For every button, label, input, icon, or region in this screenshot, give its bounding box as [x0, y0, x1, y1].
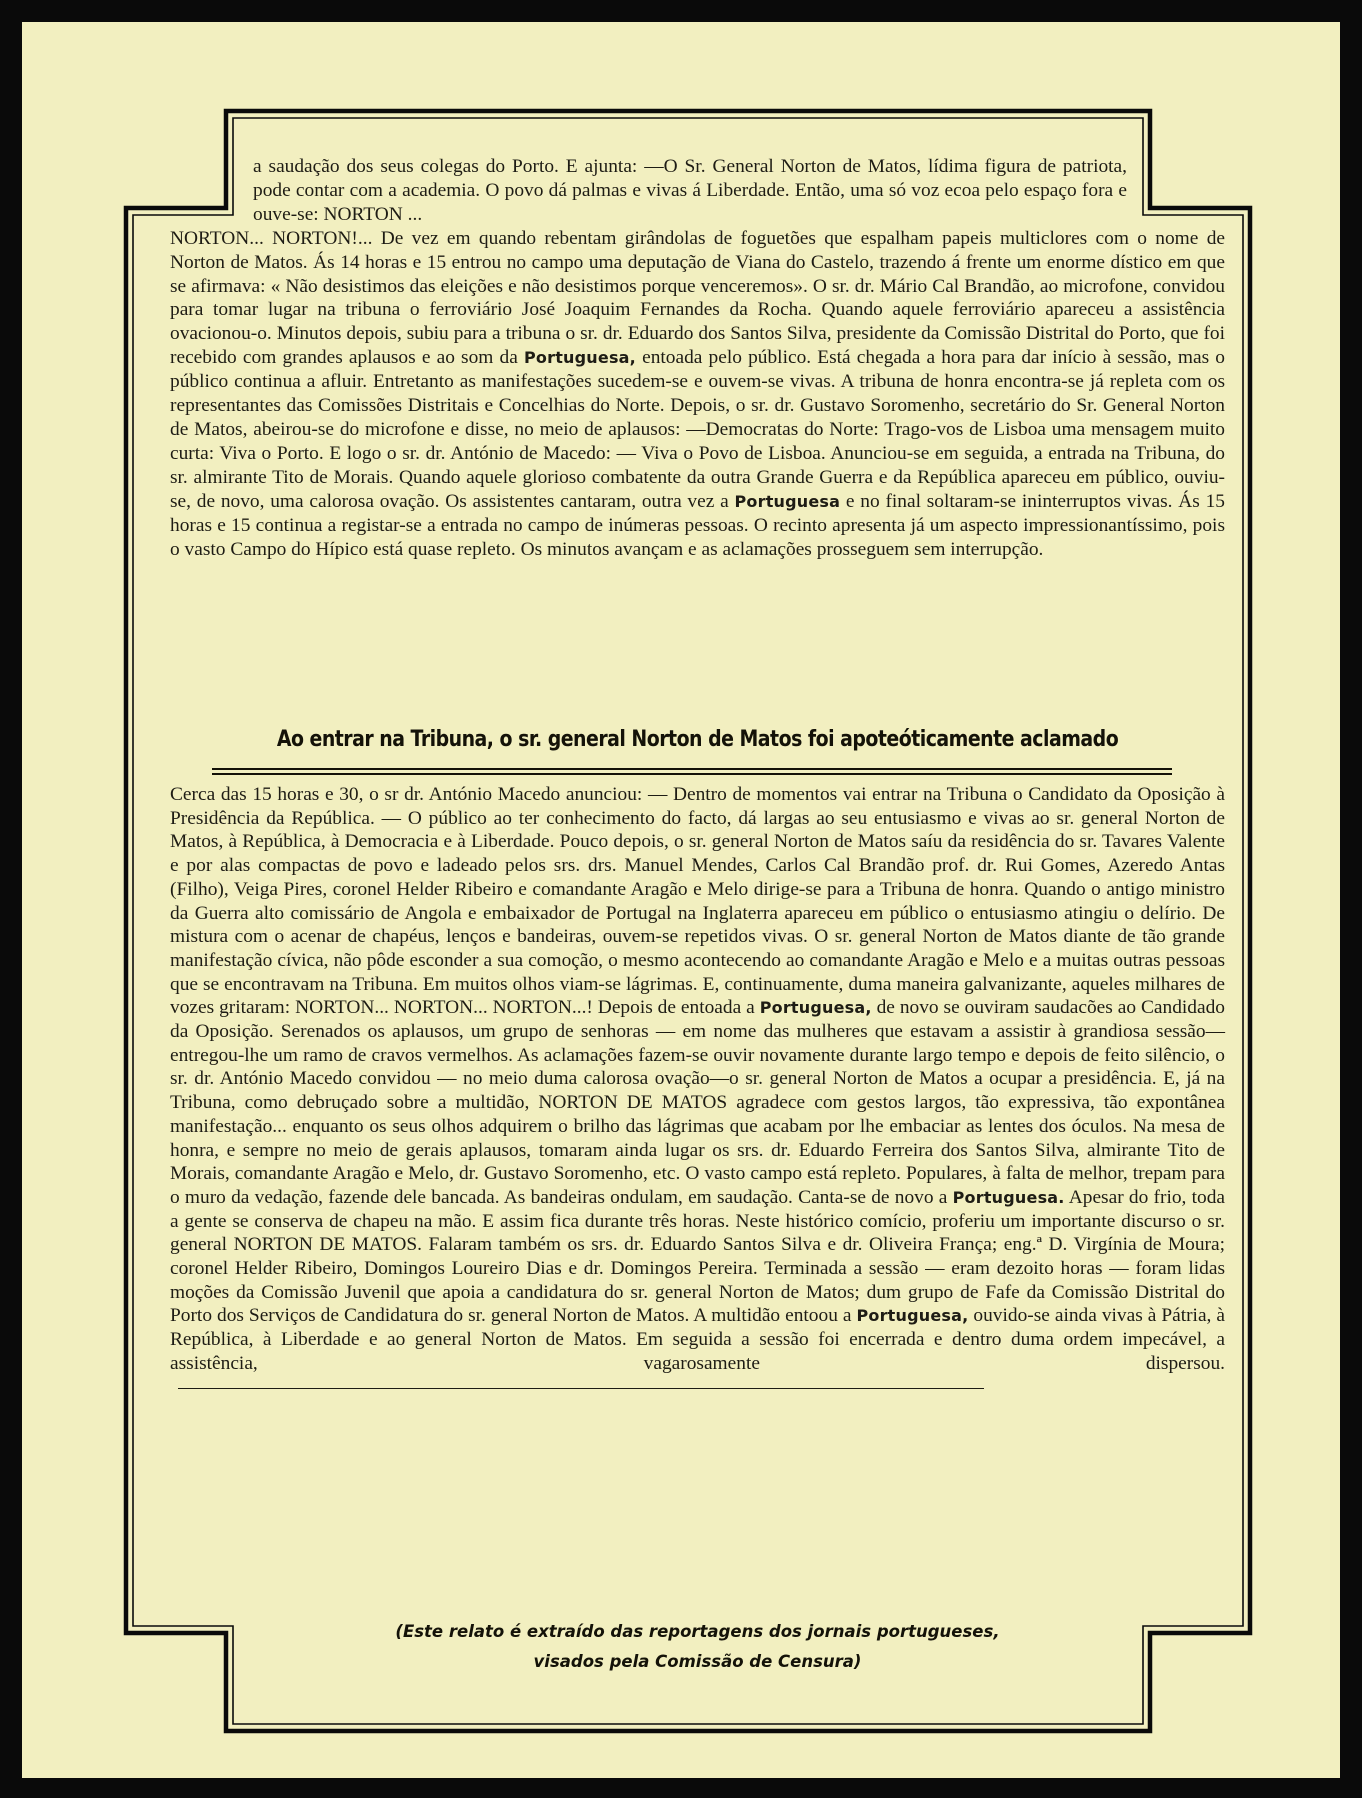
article-bottom-text-a: Cerca das 15 horas e 30, o sr dr. António Macedo anunciou: — Dentro de momentos vai entrar na Tribuna o Candidato da Oposição à Presidência da República. — O público ao ter conhecimento do facto, dá largas ao seu entusiasmo e vivas ao sr. general Norton de Matos, à República, à Democracia e à Liberdade. Pouco depois, o sr. general Norton de Matos saíu da residência do sr. Tavares Valente e por alas compactas de povo e ladeado pelos srs. drs. Manuel Mendes, Carlos Cal Brandão prof. dr. Rui Gomes, Azeredo Antas (Filho), Veiga Pires, coronel Helder Ribeiro e comandante Aragão e Melo dirige-se para a Tribuna de honra. Quando o antigo ministro da Guerra alto comissário de Angola e embaixador de Portugal na Inglaterra apareceu em público o entusiasmo atingiu o delírio. De mistura com o acenar de chapéus, lenços e bandeiras, ouvem-se repetidos vivas. O sr. general Norton de Matos diante de tão grande manifestação cívica, não pôde esconder a sua comoção, o mesmo acontecendo ao comandante Aragão e Melo e a muitas outras pessoas que se encontravam na Tribuna. Em muitos olhos viam-se lágrimas. E, continuamente, duma maneira galvanizante, aqueles milhares de vozes gritaram: NORTON... NORTON... NORTON...! Depois de entoada a — [170, 784, 1225, 1019]
credits-line-1: (Este relato é extraído das reportagens dos jornais portugueses, — [395, 1622, 1000, 1641]
article-bottom-paragraph — [170, 783, 1225, 1399]
article-bottom-text-c: Apesar do frio, toda a gente se conserva de chapeu na mão. E assim fica durante três horas. Neste histórico comício, proferiu um importante discurso o sr. general NORTON DE MATOS. Falaram também os srs. dr. Eduardo Santos Silva e dr. Oliveira França; eng.ª D. Virgínia de Moura; coronel Helder Ribeiro, Domingos Loureiro Dias e dr. Domingos Pereira. Terminada a sessão — eram dezoito horas — foram lidas moções da Comissão Juvenil que apoia a candidatura do sr. general Norton de Matos; dum grupo de Fafe da Comissão Distrital do Porto dos Serviços de Candidatura do sr. general Norton de Matos. A multidão entoou a — [170, 1186, 1225, 1327]
bold-portuguesa: Portuguesa — [734, 491, 841, 511]
article-top-text-c: e no final soltaram-se ininterruptos vivas. Ás 15 horas e 15 continua a registar-se a entrada no campo de inúmeras pessoas. O recinto apresenta já um aspecto impressionantíssimo, pois o vasto Campo do Hípico está quase repleto. Os minutos avançam e as aclamações prosseguem sem interrupção. — [170, 490, 1225, 560]
article-top-paragraph — [170, 155, 1225, 561]
bold-portuguesa: Portuguesa, — [524, 348, 636, 368]
document-page — [22, 22, 1340, 1778]
source-credits — [170, 1617, 1225, 1677]
article-top-text-b: entoada pelo público. Está chegada a hora para dar início à sessão, mas o público continua a afluir. Entretanto as manifestações sucedem-se e ouvem-se vivas. A tribuna de honra encontra-se já repleta com os representantes das Comissões Distritais e Concelhias do Norte. Depois, o sr. dr. Gustavo Soromenho, secretário do Sr. General Norton de Matos, abeirou-se do microfone e disse, no meio de aplausos: —Democratas do Norte: Trago-vos de Lisboa uma mensagem muito curta: Viva o Porto. E logo o sr. dr. António de Macedo: — Viva o Povo de Lisboa. Anunciou-se em seguida, a entrada na Tribuna, do sr. almirante Tito de Morais. Quando aquele glorioso combatente da outra Grande Guerra e da República apareceu em público, ouviu-se, de novo, uma calorosa ovação. Os assistentes cantaram, outra vez a — [170, 347, 1225, 512]
bold-portuguesa: Portuguesa, — [759, 998, 872, 1018]
bold-portuguesa: Portuguesa. — [952, 1187, 1065, 1207]
article-top-text-a: NORTON... NORTON!... De vez em quando rebentam girândolas de foguetões que espalham papeis multiclores com o nome de Norton de Matos. Ás 14 horas e 15 entrou no campo uma deputação de Viana do Castelo, trazendo á frente um enorme dístico em que se afirmava: « Não desistimos das eleições e não desistimos porque venceremos». O sr. dr. Mário Cal Brandão, ao microfone, convidou para tomar lugar na tribuna o ferroviário José Joaquim Fernandes da Rocha. Quando aquele ferroviário apareceu a assistência ovacionou-o. Minutos depois, subiu para a tribuna o sr. dr. Eduardo dos Santos Silva, presidente da Comissão Distrital do Porto, que foi recebido com grandes aplausos e ao som da — [170, 227, 1225, 369]
section-heading: Ao entrar na Tribuna, o sr. general Norton de Matos foi apoteóticamente aclamado — [276, 727, 1119, 752]
heading-underline — [212, 768, 1172, 770]
end-rule — [178, 1388, 984, 1389]
heading-underline — [212, 773, 1172, 775]
credits-line-2: visados pela Comissão de Censura) — [533, 1652, 862, 1671]
article-bottom-text-b: de novo se ouviram saudacões ao Candidado da Oposição. Serenados os aplausos, um grupo de senhoras — em nome das mulheres que estavam a assistir à grandiosa sessão—entregou-lhe um ramo de cravos vermelhos. As aclamações fazem-se ouvir novamente durante largo tempo e depois de feito silêncio, o sr. dr. António Macedo convidou — no meio duma calorosa ovação—o sr. general Norton de Matos a ocupar a presidência. E, já na Tribuna, como debruçado sobre a multidão, NORTON DE MATOS agradece com gestos largos, tão expressiva, tão expontânea manifestação... enquanto os seus olhos adquirem o brilho das lágrimas que acabam por lhe embaciar as lentes dos óculos. Na mesa de honra, e sempre no meio de gerais aplausos, tomaram ainda lugar os srs. dr. Eduardo Ferreira dos Santos Silva, almirante Tito de Morais, comandante Aragão e Melo, dr. Gustavo Soromenho, etc. O vasto campo está repleto. Populares, à falta de melhor, trepam para o muro da vedação, fazende dele bancada. As bandeiras ondulam, em saudação. Canta-se de novo a — [170, 997, 1225, 1208]
article-bottom-text-d: ouvido-se ainda vivas à Pátria, à República, à Liberdade e ao general Norton de Matos. Em seguida a sessão foi encerrada e dentro duma ordem impecável, a assistência, vagarosamente dispersou. — [170, 1305, 1225, 1374]
bold-portuguesa: Portuguesa, — [856, 1306, 969, 1326]
article-top-indented-lines: a saudação dos seus colegas do Porto. E ajunta: —O Sr. General Norton de Matos, lídima figura de patriota, pode contar com a academia. O povo dá palmas e vivas á Liberdade. Então, uma só voz ecoa pelo espaço fora e ouve-se: NORTON ... — [253, 156, 1127, 225]
